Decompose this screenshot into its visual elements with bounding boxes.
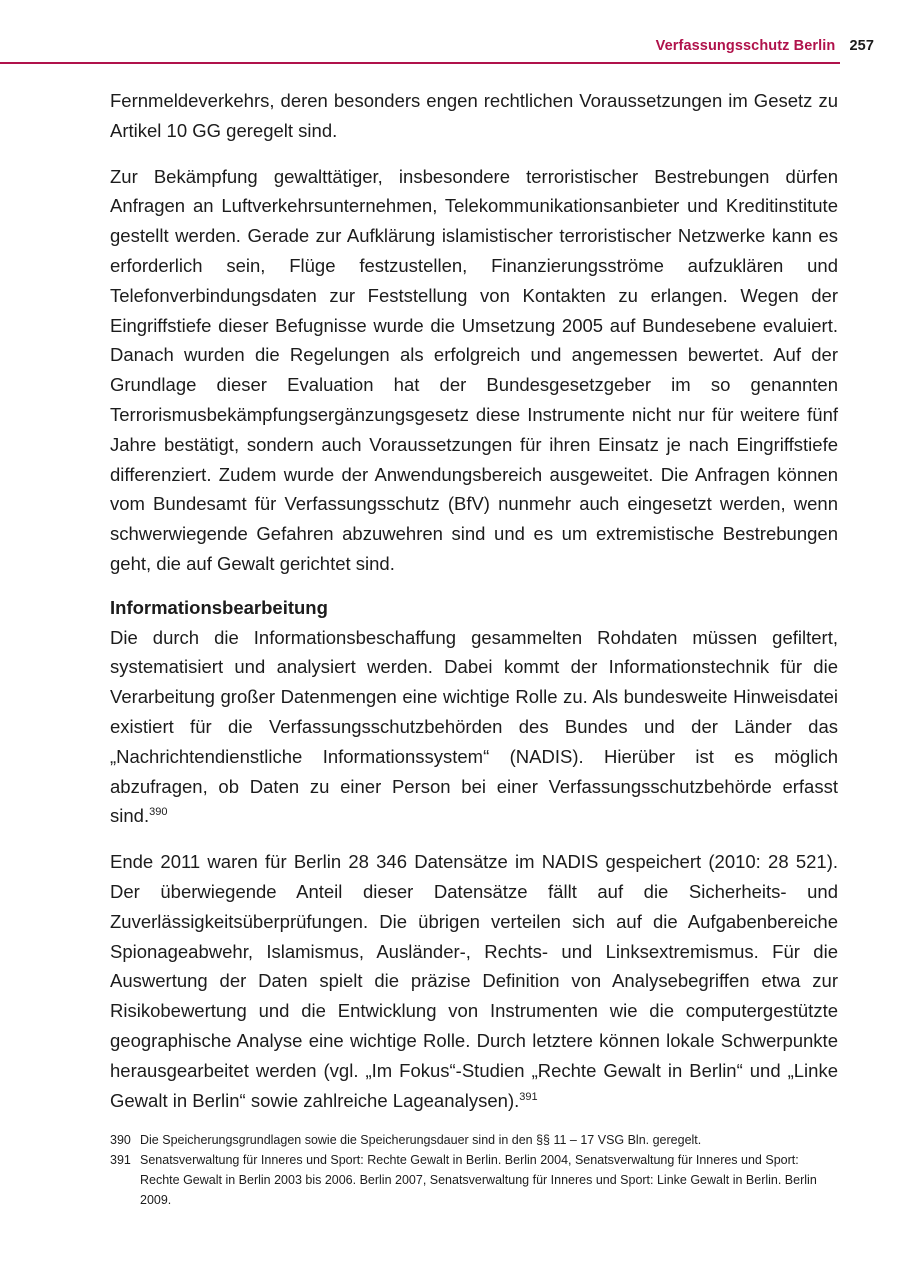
paragraph-3-text: Die durch die Informationsbeschaffung gesammelten Rohdaten müssen gefiltert, systematisiert und analysiert werden. Dabei kommt der Informationstechnik für die Verarbeitung großer Datenmengen eine wichtige Rolle zu. Als bundesweite Hinweisdatei existiert für die Verfassungsschutzbehörden des Bundes und der Länder das „Nachrichtendienstliche Informationssystem“ (NADIS). Hierüber ist es möglich abzufragen, ob Daten zu einer Person bei einer Verfassungsschutzbehörde erfasst sind. [110, 626, 838, 827]
paragraph-4 [110, 847, 838, 1115]
paragraph-2: Zur Bekämpfung gewalttätiger, insbesondere terroristischer Bestrebungen dürfen Anfragen an Luftverkehrsunternehmen, Telekommunikationsanbieter und Kreditinstitute gestellt werden. Gerade zur Aufklärung islamistischer terroristischer Netzwerke kann es erforderlich sein, Flüge festzustellen, Finanzierungsströme aufzuklären und Telefonverbindungsdaten zur Feststellung von Kontakten zu erlangen. Wegen der Eingriffstiefe dieser Befugnisse wurde die Umsetzung 2005 auf Bundesebene evaluiert. Danach wurden die Regelungen als erfolgreich und angemessen bewertet. Auf der Grundlage dieser Evaluation hat der Bundesgesetzgeber im so genannten Terrorismusbekämpfungsergänzungsgesetz diese Instrumente nicht nur für weitere fünf Jahre bestätigt, sondern auch Voraussetzungen für ihren Einsatz je nach Eingriffstiefe differenziert. Zudem wurde der Anwendungsbereich ausgeweitet. Die Anfragen können vom Bundesamt für Verfassungsschutz (BfV) nunmehr auch eingesetzt werden, wenn schwerwiegende Gefahren abzuwehren sind und es um extremistische Bestrebungen geht, die auf Gewalt gerichtet sind. [110, 165, 838, 574]
footnote-text: Senatsverwaltung für Inneres und Sport: Rechte Gewalt in Berlin. Berlin 2004, Senatsverwaltung für Inneres und Sport: Rechte Gewalt in Berlin 2003 bis 2006. Berlin 2007, Senatsverwaltung für Inneres und Sport: Linke Gewalt in Berlin. Berlin 2009. [140, 1153, 817, 1207]
footnote-ref-391: 391 [519, 1090, 538, 1103]
page-number: 257 [849, 38, 874, 54]
header-rule [0, 62, 840, 64]
footnote-390 [110, 1130, 840, 1150]
footnote-ref-390: 390 [149, 806, 168, 819]
footnote-text: Die Speicherungsgrundlagen sowie die Speicherungsdauer sind in den §§ 11 – 17 VSG Bln. geregelt. [140, 1133, 702, 1147]
running-header [656, 38, 874, 54]
footnotes [110, 1130, 840, 1210]
paragraph-1: Fernmeldeverkehrs, deren besonders engen rechtlichen Voraussetzungen im Gesetz zu Artikel 10 GG geregelt sind. [110, 90, 838, 141]
paragraph-3 [110, 623, 838, 832]
footnote-number: 390 [110, 1133, 131, 1147]
paragraph-4-text: Ende 2011 waren für Berlin 28 346 Datensätze im NADIS gespeichert (2010: 28 521). Der überwiegende Anteil dieser Datensätze fällt auf die Sicherheits- und Zuverlässigkeitsüberprüfungen. Die übrigen verteilen sich auf die Aufgabenbereiche Spionageabwehr, Islamismus, Ausländer-, Rechts- und Linksextremismus. Für die Auswertung der Daten spielt die präzise Definition von Analysebegriffen etwa zur Risikobewertung und die Entwicklung von Instrumenten wie die computergestützte geographische Analyse eine wichtige Rolle. Durch letztere können lokale Schwerpunkte herausgearbeitet werden (vgl. „Im Fokus“-Studien „Rechte Gewalt in Berlin“ und „Linke Gewalt in Berlin“ sowie zahlreiche Lageanalysen). [110, 851, 838, 1111]
footnote-391 [110, 1150, 840, 1210]
main-text [110, 86, 838, 1131]
header-title: Verfassungsschutz Berlin [655, 38, 836, 54]
section-heading: Informationsbearbeitung [110, 596, 328, 618]
footnote-number: 391 [110, 1153, 131, 1167]
